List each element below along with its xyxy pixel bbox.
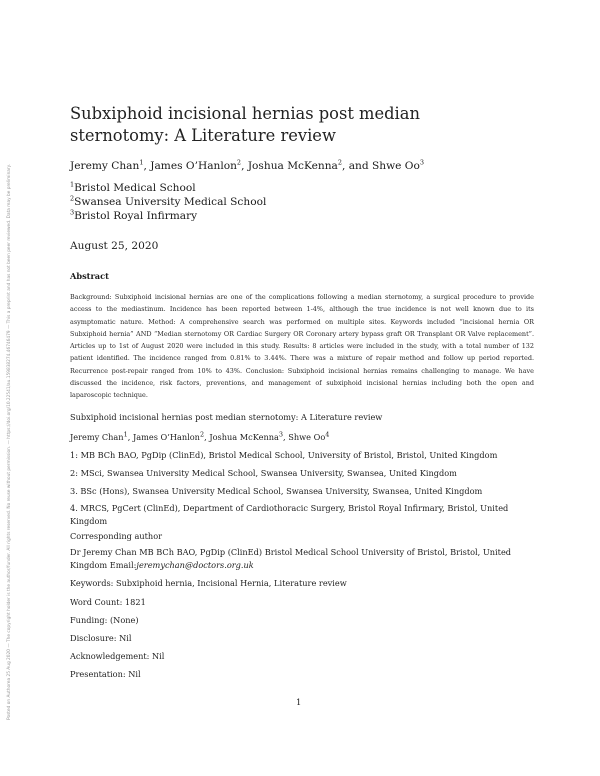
affiliation-detail: 3. BSc (Hons), Swansea University Medical School, Swansea University, Swansea, United Kingdom [70,486,483,496]
preprint-side-notice-text: Posted on Authorea 25 Aug 2020 — The copyright holder is the author/funder. All rights reserved. No reuse without permission. — https://doi.org/10.22541/au.159838274.46746479 — This a preprint and has not been peer reviewed. Data may be preliminary. [7,164,12,720]
abstract-heading: Abstract [70,271,109,281]
affiliation: $^1$Bristol Medical School [70,180,196,194]
page-number: 1 [296,697,302,707]
corresponding-label: Corresponding author [70,531,163,541]
author: James O’Hanlon$^2$, [150,158,248,172]
paper-title: Subxiphoid incisional hernias post median sternotomy: A Literature review [70,104,420,145]
affiliation-detail: 1: MB BCh BAO, PgDip (ClinEd), Bristol Medical School, University of Bristol, Bristol, United Kingdom [70,450,498,460]
presentation: Presentation: Nil [70,669,141,679]
acknowledgement: Acknowledgement: Nil [70,651,165,661]
affiliation: $^2$Swansea University Medical School [70,194,267,208]
affiliation: $^3$Bristol Royal Infirmary [70,208,198,222]
affiliation-detail: 4. MRCS, PgCert (ClinEd), Department of Cardiothoracic Surgery, Bristol Royal Infirmary, Bristol, United Kingdom [70,503,509,526]
disclosure: Disclosure: Nil [70,633,132,643]
author: Shwe Oo$^3$ [372,158,425,172]
repeat-title: Subxiphoid incisional hernias post median sternotomy: A Literature review [70,412,383,422]
word-count: Word Count: 1821 [70,597,146,607]
corresponding-email: jeremychan@doctors.org.uk [136,559,254,570]
affiliation-detail: 2: MSci, Swansea University Medical School, Swansea University, Swansea, United Kingdom [70,468,457,478]
author-list [70,160,424,172]
publication-date: August 25, 2020 [70,240,159,252]
author: Jeremy Chan$^1$, [70,158,151,172]
author: Joshua McKenna$^2$, and [247,158,373,172]
abstract-text: Background: Subxiphoid incisional hernias are one of the complications following a median sternotomy, a surgical procedure to provide access to the mediastinum. Incidence has been reported between 1-4%, although the true incidence is not well known due to its asymptomatic nature. Method: A comprehensive search was performed on multiple sites. Keywords included “incisional hernia OR Subxiphoid hernia” AND “Median sternotomy OR Cardiac Surgery OR Coronary artery bypass graft OR Transplant OR Valve replacement”. Articles up to 1st of August 2020 were included in this study. Results: 8 articles were included in the study, with a total number of 132 patient identified. The incidence ranged from 0.81% to 3.44%. There was a mixture of repair method and follow up period reported. Recurrence post-repair ranged from 10% to 43%. Conclusion: Subxiphoid incisional hernias remains challenging to manage. We have discussed the incidence, risk factors, preventions, and management of subxiphoid incisional hernias including both the open and laparoscopic technique. [70,293,534,400]
keywords: Keywords: Subxiphoid hernia, Incisional Hernia, Literature review [70,578,347,588]
author-list-2: Jeremy Chan$^1$, James O’Hanlon$^2$, Joshua McKenna$^3$, Shwe Oo$^4$ [70,430,330,442]
preprint-side-notice [3,80,17,720]
funding: Funding: (None) [70,615,139,625]
corresponding-details: Dr Jeremy Chan MB BCh BAO, PgDip (ClinEd) Bristol Medical School University of Bristol, Bristol, United Kingdom Email:jeremychan@doctors.org.uk [70,547,512,570]
